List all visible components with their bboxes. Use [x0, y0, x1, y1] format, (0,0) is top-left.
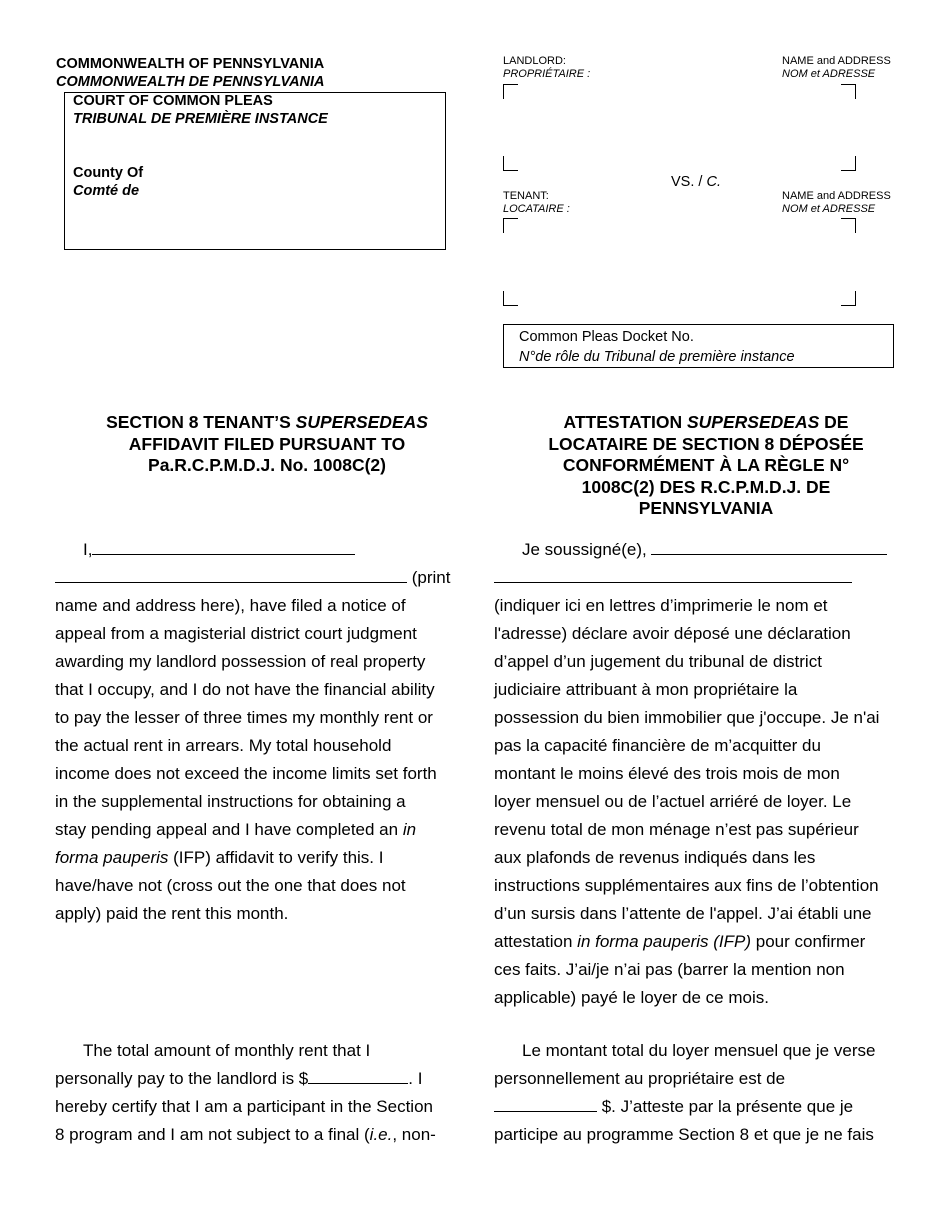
- title-fr-line1: [494, 412, 918, 434]
- para1-fr: [494, 536, 924, 1012]
- docket-box[interactable]: [503, 324, 894, 368]
- para1-fr-l10: loyer mensuel ou de l’actuel arriéré de loyer. Le: [494, 792, 852, 811]
- para1-en-l13: have/have not (cross out the one that does not: [55, 876, 406, 895]
- para1-fr-l13: instructions supplémentaires aux fins de l’obtention: [494, 876, 879, 895]
- court-name-fr: TRIBUNAL DE PREMIÈRE INSTANCE: [73, 111, 328, 127]
- title-fr-line1-c: DE: [819, 412, 849, 432]
- landlord-label-en: LANDLORD:: [503, 55, 566, 67]
- para1-fr-l3: (indiquer ici en lettres d’imprimerie le nom et: [494, 596, 828, 615]
- title-en-line3: Pa.R.C.P.M.D.J. No. 1008C(2): [148, 455, 386, 475]
- tenant-field-corner-tr: [841, 218, 856, 233]
- para1-fr-l11: revenu total de mon ménage n’est pas supérieur: [494, 820, 859, 839]
- para1-fr-l15: [494, 928, 924, 956]
- title-en-supersedeas: SUPERSEDEAS: [295, 412, 428, 432]
- title-fr-line2: LOCATAIRE DE SECTION 8 DÉPOSÉE: [548, 433, 864, 454]
- versus-label: [671, 174, 721, 190]
- para1-en-l1: [55, 536, 485, 564]
- landlord-label-fr: PROPRIÉTAIRE :: [503, 68, 591, 80]
- landlord-field-corner-bl: [503, 156, 518, 171]
- landlord-field-corner-tr: [841, 84, 856, 99]
- para1-en-l11-a: stay pending appeal and I have completed an: [55, 820, 403, 839]
- tenant-field-corner-bl: [503, 291, 518, 306]
- court-name-en: COURT OF COMMON PLEAS: [73, 93, 273, 109]
- county-label-en: County Of: [73, 165, 144, 181]
- title-en-line1: [55, 412, 479, 434]
- para2-fr-l1: Le montant total du loyer mensuel que je verse: [522, 1041, 876, 1060]
- para1-en-l4: appeal from a magisterial district court judgment: [55, 624, 417, 643]
- tenant-field-corner-br: [841, 291, 856, 306]
- title-fr-supersedeas: SUPERSEDEAS: [687, 412, 820, 432]
- para1-en-l10: in the supplemental instructions for obtaining a: [55, 792, 406, 811]
- tenant-name-address-en: NAME and ADDRESS: [782, 190, 891, 202]
- para1-en-l11: [55, 816, 485, 844]
- para1-en-l14: apply) paid the rent this month.: [55, 904, 289, 923]
- title-en: [55, 412, 479, 477]
- para2-en-l4-c: , non-: [392, 1125, 436, 1144]
- tenant-name-address-fr: NOM et ADRESSE: [782, 203, 876, 215]
- para2-en-l4-a: 8 program and I am not subject to a final (: [55, 1125, 370, 1144]
- para1-fr-l16: ces faits. J’ai/je n’ai pas (barrer la mention non: [494, 960, 845, 979]
- para1-en-l5: awarding my landlord possession of real property: [55, 652, 426, 671]
- state-name-fr: COMMONWEALTH DE PENNSYLVANIA: [56, 74, 325, 90]
- para2-en: [55, 1037, 485, 1149]
- para1-fr-l2: [494, 564, 924, 592]
- para1-fr-l15-b: in forma pauperis (IFP): [577, 932, 752, 951]
- para2-en-l2: [55, 1065, 485, 1093]
- name-address-blank-2[interactable]: [55, 566, 407, 583]
- title-en-line2: AFFIDAVIT FILED PURSUANT TO: [128, 433, 406, 454]
- para2-en-l4-b: i.e.: [369, 1125, 393, 1144]
- para2-en-l3: hereby certify that I am a participant in the Section: [55, 1097, 433, 1116]
- para2-fr-l2: personnellement au propriétaire est de: [494, 1069, 786, 1088]
- docket-label-en: Common Pleas Docket No.: [519, 329, 694, 345]
- para1-fr-l17: applicable) payé le loyer de ce mois.: [494, 988, 769, 1007]
- para1-fr-l5: d’appel d’un jugement du tribunal de district: [494, 652, 822, 671]
- para1-en-l12-b: (IFP) affidavit to verify this. I: [168, 848, 384, 867]
- title-fr-line4: 1008C(2) DES R.C.P.M.D.J. DE: [581, 476, 831, 497]
- tenant-field-corner-tl: [503, 218, 518, 233]
- para1-en-l7: to pay the lesser of three times my monthly rent or: [55, 708, 433, 727]
- para2-en-l2-a: personally pay to the landlord is $: [55, 1069, 309, 1088]
- para1-fr-l1: [494, 536, 924, 564]
- para1-en-l12-a: forma pauperis: [55, 848, 169, 867]
- para1-en-l11-b: in: [402, 820, 417, 839]
- nom-adresse-blank-2[interactable]: [494, 566, 852, 583]
- para1-en-l3: name and address here), have filed a notice of: [55, 596, 406, 615]
- tenant-label-fr: LOCATAIRE :: [503, 203, 570, 215]
- para1-en-l6: that I occupy, and I do not have the financial ability: [55, 680, 435, 699]
- para1-fr-l8: pas la capacité financière de m’acquitter du: [494, 736, 821, 755]
- para2-en-l2-b: . I: [408, 1069, 423, 1088]
- para1-fr-l15-c: pour confirmer: [751, 932, 866, 951]
- landlord-name-address-fr: NOM et ADRESSE: [782, 68, 876, 80]
- para2-fr-l3: [494, 1093, 924, 1121]
- para2-fr-l3-text: $. J’atteste par la présente que je: [597, 1097, 854, 1116]
- title-fr-line3: CONFORMÉMENT À LA RÈGLE N°: [562, 455, 850, 475]
- name-address-blank-1[interactable]: [92, 538, 355, 555]
- para1-en-l9: income does not exceed the income limits set forth: [55, 764, 437, 783]
- docket-label-fr: N°de rôle du Tribunal de première instance: [519, 349, 795, 365]
- title-fr-line5: PENNSYLVANIA: [638, 498, 774, 518]
- title-en-line1-a: SECTION 8 TENANT’S: [106, 412, 296, 432]
- landlord-field-corner-tl: [503, 84, 518, 99]
- para1-en-l2: [55, 564, 485, 592]
- versus-en: VS. /: [671, 174, 703, 190]
- para2-fr: [494, 1037, 924, 1149]
- state-name-en: COMMONWEALTH OF PENNSYLVANIA: [56, 56, 325, 72]
- para1-fr-l6: judiciaire attribuant à mon propriétaire la: [494, 680, 798, 699]
- para1-en-l12: [55, 844, 485, 872]
- para1-en-l1-text: I,: [83, 540, 93, 559]
- para1-fr-l12: aux plafonds de revenus indiqués dans les: [494, 848, 816, 867]
- para2-fr-l4: participe au programme Section 8 et que je ne fais: [494, 1125, 874, 1144]
- landlord-name-address-en: NAME and ADDRESS: [782, 55, 891, 67]
- para2-en-l4: [55, 1121, 485, 1149]
- para1-en-l8: the actual rent in arrears. My total household: [55, 736, 392, 755]
- para1-fr-l14: d’un sursis dans l’attente de l'appel. J’ai établi une: [494, 904, 872, 923]
- para1-fr-l1-text: Je soussigné(e),: [522, 540, 652, 559]
- para1-fr-l15-a: attestation: [494, 932, 578, 951]
- para2-en-l1: The total amount of monthly rent that I: [83, 1041, 371, 1060]
- para1-en-l2-text: (print: [407, 568, 451, 587]
- para1-fr-l7: possession du bien immobilier que j'occupe. Je n'ai: [494, 708, 880, 727]
- nom-adresse-blank-1[interactable]: [651, 538, 887, 555]
- county-label-fr: Comté de: [73, 183, 140, 199]
- tenant-label-en: TENANT:: [503, 190, 549, 202]
- monthly-rent-blank-en[interactable]: [308, 1067, 408, 1084]
- title-fr: [494, 412, 918, 520]
- para1-en: [55, 536, 485, 928]
- para1-fr-l4: l'adresse) déclare avoir déposé une déclaration: [494, 624, 851, 643]
- title-fr-line1-a: ATTESTATION: [563, 412, 687, 432]
- monthly-rent-blank-fr[interactable]: [494, 1095, 597, 1112]
- versus-fr: C.: [706, 174, 721, 190]
- landlord-field-corner-br: [841, 156, 856, 171]
- para1-fr-l9: montant le moins élevé des trois mois de mon: [494, 764, 840, 783]
